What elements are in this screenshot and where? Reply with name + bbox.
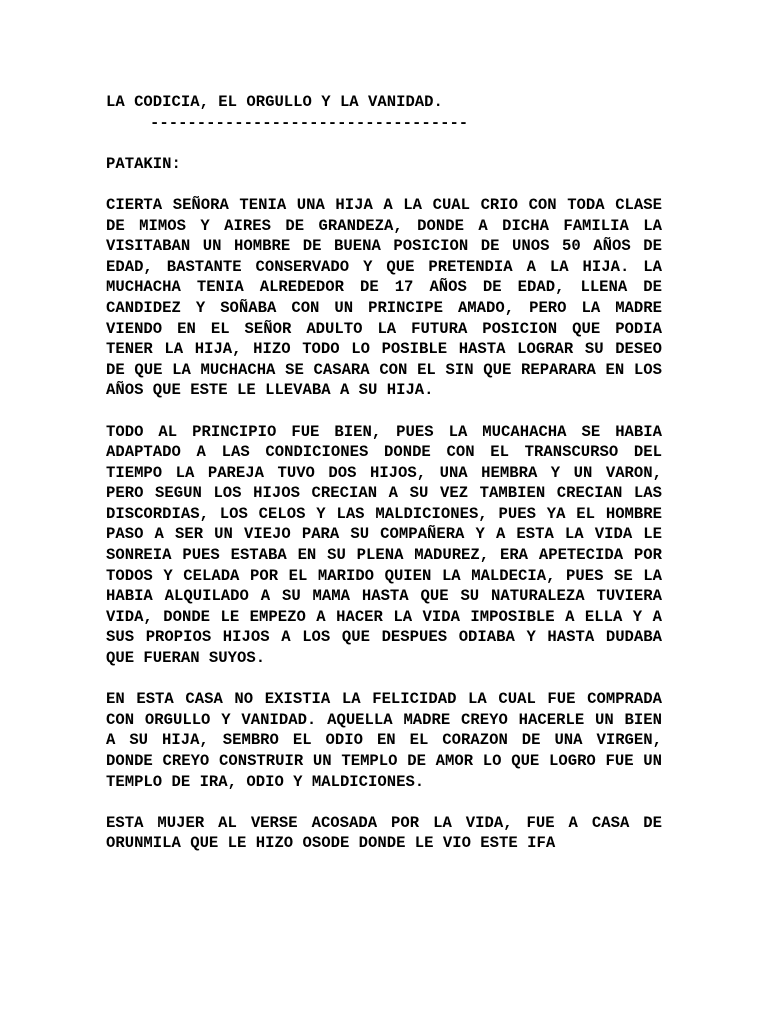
paragraph-1: CIERTA SEÑORA TENIA UNA HIJA A LA CUAL CRIO CON TODA CLASE DE MIMOS Y AIRES DE GRANDEZA, DONDE A DICHA FAMILIA LA VISITABAN UN HOMBRE DE BUENA POSICION DE UNOS 50 AÑOS DE EDAD, BASTANTE CONSERVADO Y QUE PRETENDIA A LA HIJA. LA MUCHACHA TENIA ALREDEDOR DE 17 AÑOS DE EDAD, LLENA DE CANDIDEZ Y SOÑABA CON UN PRINCIPE AMADO, PERO LA MADRE VIENDO EN EL SEÑOR ADULTO LA FUTURA POSICION QUE PODIA TENER LA HIJA, HIZO TODO LO POSIBLE HASTA LOGRAR SU DESEO DE QUE LA MUCHACHA SE CASARA CON EL SIN QUE REPARARA EN LOS AÑOS QUE ESTE LE LLEVABA A SU HIJA. — [106, 195, 662, 400]
title-underline: ---------------------------------- — [150, 113, 469, 132]
paragraph-4: ESTA MUJER AL VERSE ACOSADA POR LA VIDA, FUE A CASA DE ORUNMILA QUE LE HIZO OSODE DONDE LE VIO ESTE IFA — [106, 813, 662, 853]
section-label: PATAKIN: — [106, 154, 181, 173]
document-page — [106, 92, 662, 875]
document-title: LA CODICIA, EL ORGULLO Y LA VANIDAD. — [106, 93, 443, 111]
paragraph-3: EN ESTA CASA NO EXISTIA LA FELICIDAD LA CUAL FUE COMPRADA CON ORGULLO Y VANIDAD. AQUELLA MADRE CREYO HACERLE UN BIEN A SU HIJA, SEMBRO EL ODIO EN EL CORAZON DE UNA VIRGEN, DONDE CREYO CONSTRUIR UN TEMPLO DE AMOR LO QUE LOGRO FUE UN TEMPLO DE IRA, ODIO Y MALDICIONES. — [106, 690, 662, 791]
paragraph-2: TODO AL PRINCIPIO FUE BIEN, PUES LA MUCAHACHA SE HABIA ADAPTADO A LAS CONDICIONES DONDE CON EL TRANSCURSO DEL TIEMPO LA PAREJA TUVO DOS HIJOS, UNA HEMBRA Y UN VARON, PERO SEGUN LOS HIJOS CRECIAN A SU VEZ TAMBIEN CRECIAN LAS DISCORDIAS, LOS CELOS Y LAS MALDICIONES, PUES YA EL HOMBRE PASO A SER UN VIEJO PARA SU COMPAÑERA Y A ESTA LA VIDA LE SONREIA PUES ESTABA EN SU PLENA MADUREZ, ERA APETECIDA POR TODOS Y CELADA POR EL MARIDO QUIEN LA MALDECIA, PUES SE LA HABIA ALQUILADO A SU MAMA HASTA QUE SU NATURALEZA TUVIERA VIDA, DONDE LE EMPEZO A HACER LA VIDA IMPOSIBLE A ELLA Y A SUS PROPIOS HIJOS A LOS QUE DESPUES ODIABA Y HASTA DUDABA QUE FUERAN SUYOS. — [106, 422, 662, 668]
